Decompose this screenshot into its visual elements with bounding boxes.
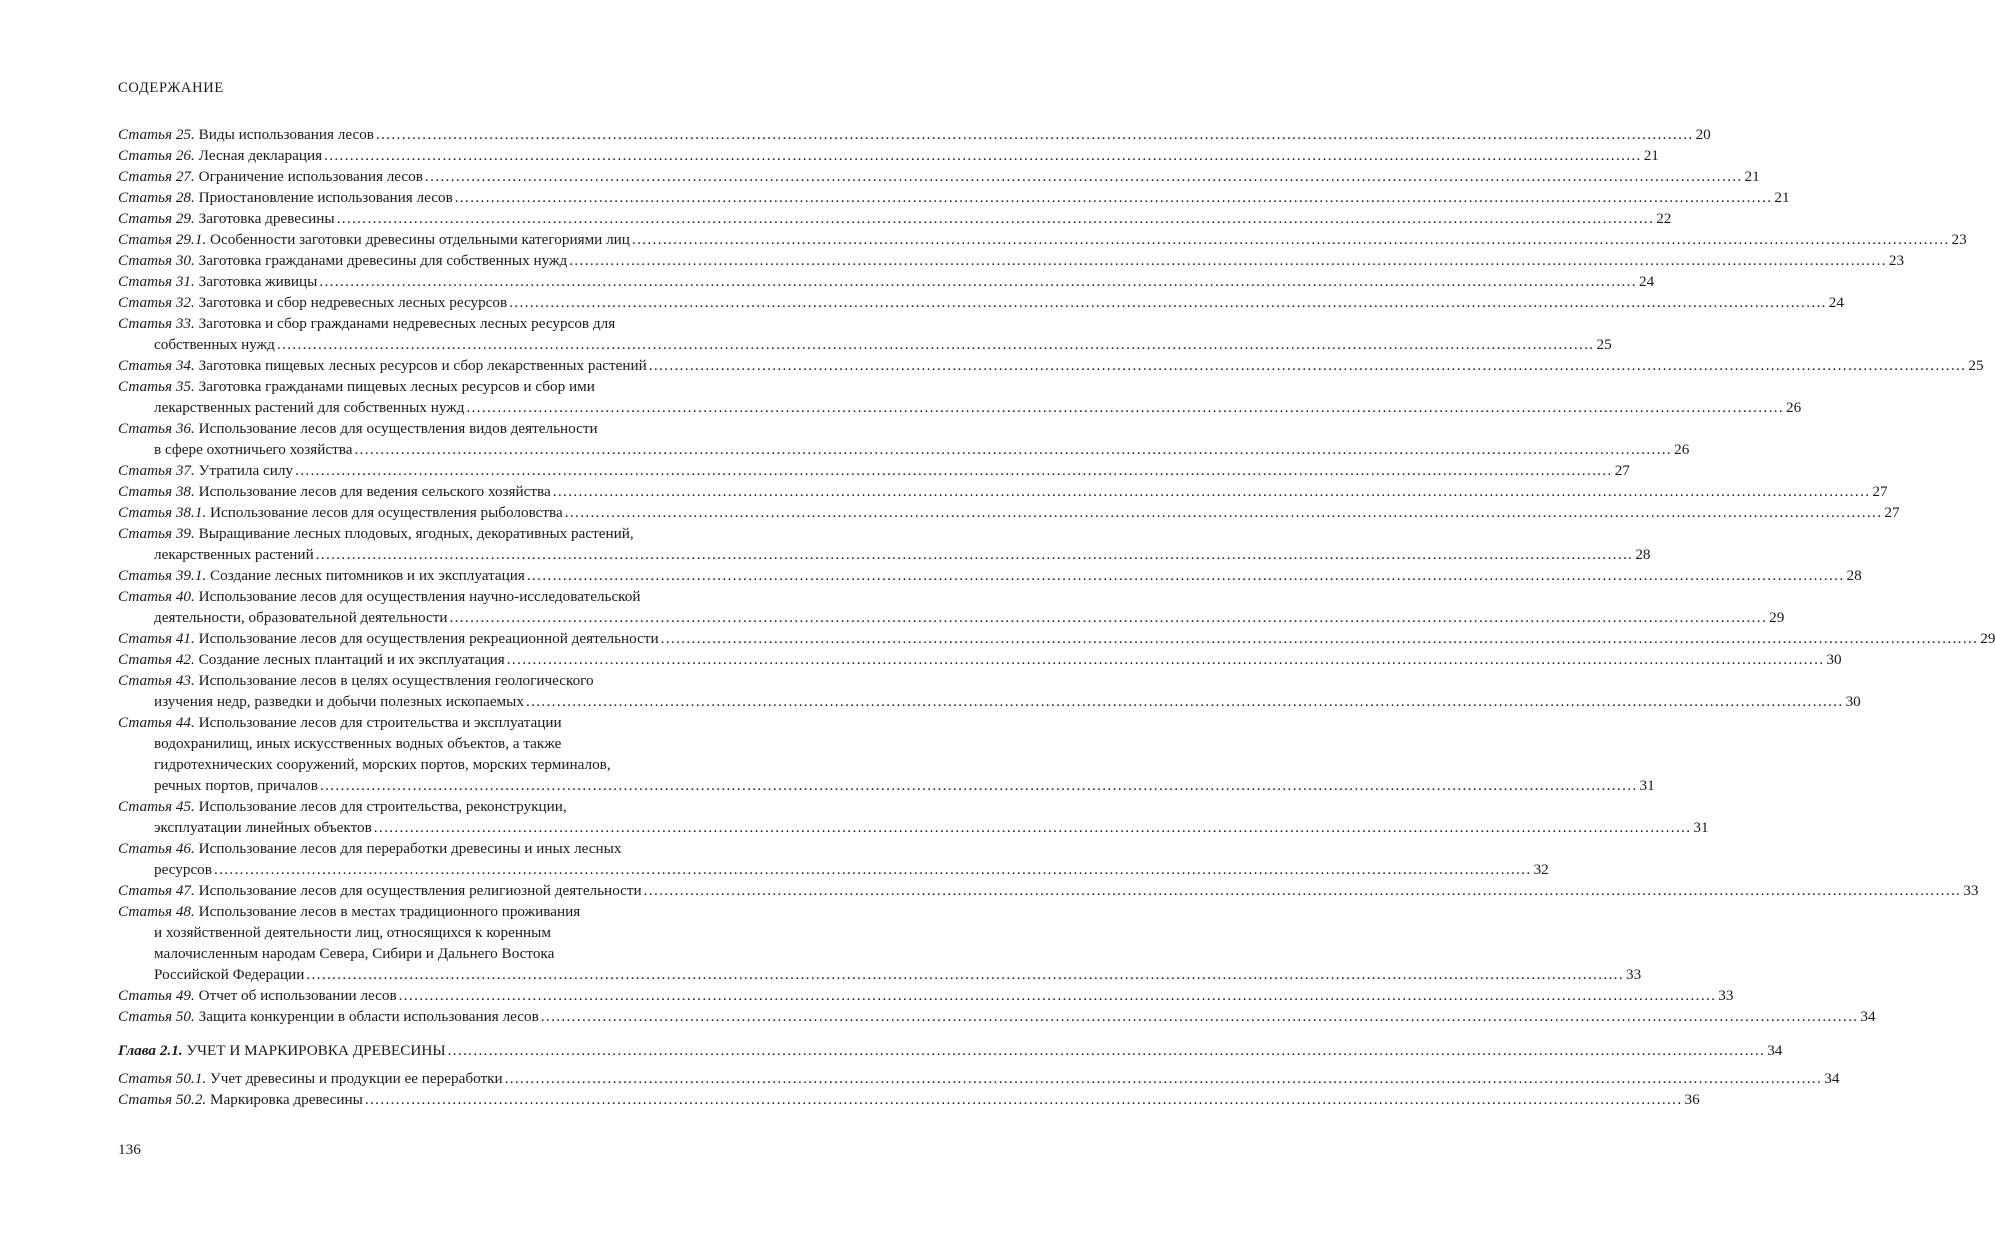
- toc-entry-text: [118, 1070, 503, 1087]
- dot-leader: [466, 399, 1784, 416]
- article-title: Лесная декларация: [198, 147, 323, 164]
- dot-leader: [399, 987, 1717, 1004]
- toc-page-number: 21: [1744, 168, 1760, 185]
- toc-entry: [118, 460, 1630, 481]
- toc-entry: [118, 1006, 1876, 1027]
- toc-entry-line: [118, 733, 767, 754]
- article-label: Статья 32.: [118, 294, 195, 311]
- toc-entry-text: [118, 147, 322, 164]
- dot-leader: [507, 651, 1825, 668]
- toc-entry-line: [118, 901, 767, 922]
- dot-leader: [376, 126, 1694, 143]
- article-label: Статья 38.: [118, 483, 195, 500]
- toc-entry-line: [118, 565, 1862, 586]
- toc-page-number: 28: [1635, 546, 1651, 563]
- toc-page-number: 27: [1614, 462, 1630, 479]
- toc-entry-line: [118, 439, 1690, 460]
- dot-leader: [365, 1091, 1683, 1108]
- toc-entry-line: [118, 985, 1734, 1006]
- article-title: эксплуатации линейных объектов: [154, 819, 372, 836]
- toc-entry-line: [118, 124, 1711, 145]
- toc-entry-line: [118, 544, 1651, 565]
- toc-entry: [118, 355, 1984, 376]
- chapter-line: [118, 1040, 1783, 1061]
- table-of-contents: [118, 124, 1995, 1110]
- toc-entry-line: [118, 481, 1888, 502]
- toc-entry-text: [154, 777, 318, 794]
- dot-leader: [541, 1008, 1859, 1025]
- article-title: Особенности заготовки древесины отдельными категориями лиц: [210, 231, 630, 248]
- dot-leader: [649, 357, 1967, 374]
- toc-page-number: 27: [1884, 504, 1900, 521]
- dot-leader: [526, 693, 1844, 710]
- toc-entry-text: [118, 1091, 363, 1108]
- toc-entry-line: [118, 838, 767, 859]
- toc-entry-text: [118, 504, 563, 521]
- toc-entry-line: [118, 1006, 1876, 1027]
- dot-leader: [277, 336, 1595, 353]
- article-label: Статья 39.: [118, 525, 195, 542]
- dot-leader: [632, 231, 1950, 248]
- toc-entry-text: [154, 735, 561, 752]
- dot-leader: [354, 441, 1672, 458]
- toc-page-number: 30: [1826, 651, 1842, 668]
- toc-page-number: 29: [1980, 630, 1995, 647]
- toc-entry-text: [118, 483, 551, 500]
- toc-entry-text: [118, 714, 562, 731]
- article-label: Статья 50.1.: [118, 1070, 207, 1087]
- toc-entry-text: [118, 567, 525, 584]
- article-label: Статья 25.: [118, 126, 195, 143]
- article-title: Ограничение использования лесов: [198, 168, 423, 185]
- article-label: Статья 41.: [118, 630, 195, 647]
- article-title: лекарственных растений: [154, 546, 314, 563]
- article-title: малочисленным народам Севера, Сибири и Дальнего Востока: [154, 945, 555, 962]
- toc-entry-line: [118, 1068, 1840, 1089]
- article-title: гидротехнических сооружений, морских портов, морских терминалов,: [154, 756, 611, 773]
- toc-entry-text: [118, 357, 647, 374]
- article-label: Статья 27.: [118, 168, 195, 185]
- toc-entry-text: [118, 168, 423, 185]
- toc-entry-line: [118, 313, 767, 334]
- article-title: собственных нужд: [154, 336, 275, 353]
- article-title: Использование лесов для осуществления видов деятельности: [198, 420, 598, 437]
- toc-entry-line: [118, 166, 1760, 187]
- toc-entry-line: [118, 943, 767, 964]
- article-label: Статья 29.1.: [118, 231, 207, 248]
- toc-entry-text: [118, 987, 397, 1004]
- chapter-entries: [118, 1068, 1840, 1110]
- article-title: Маркировка древесины: [210, 1091, 363, 1108]
- toc-page-number: 27: [1872, 483, 1888, 500]
- toc-page-number: 30: [1845, 693, 1861, 710]
- dot-leader: [527, 567, 1845, 584]
- article-title: Заготовка и сбор недревесных лесных ресурсов: [198, 294, 508, 311]
- dot-leader: [553, 483, 1871, 500]
- dot-leader: [320, 777, 1638, 794]
- toc-entry: [118, 271, 1655, 292]
- toc-page-number: 34: [1824, 1070, 1840, 1087]
- toc-entry: [118, 208, 1672, 229]
- article-label: Статья 49.: [118, 987, 195, 1004]
- toc-entry-text: [118, 189, 453, 206]
- article-title: Заготовка живицы: [198, 273, 318, 290]
- toc-page-number: 20: [1695, 126, 1711, 143]
- toc-entry-line: [118, 754, 767, 775]
- article-title: Использование лесов для строительства и эксплуатации: [198, 714, 562, 731]
- toc-page-number: 34: [1860, 1008, 1876, 1025]
- toc-entry-text: [118, 525, 634, 542]
- article-label: Статья 50.: [118, 1008, 195, 1025]
- toc-entry: [118, 796, 1709, 838]
- dot-leader: [214, 861, 1532, 878]
- chapter-text: [118, 1040, 446, 1061]
- toc-entry-text: [118, 294, 507, 311]
- toc-entry: [118, 187, 1790, 208]
- dot-leader: [455, 189, 1773, 206]
- toc-entry: [118, 292, 1844, 313]
- article-title: Заготовка древесины: [198, 210, 335, 227]
- article-title: изучения недр, разведки и добычи полезных ископаемых: [154, 693, 524, 710]
- toc-entry-text: [118, 651, 505, 668]
- toc-entry-text: [118, 210, 335, 227]
- article-label: Статья 40.: [118, 588, 195, 605]
- article-title: и хозяйственной деятельности лиц, относящихся к коренным: [154, 924, 551, 941]
- article-label: Статья 29.: [118, 210, 195, 227]
- toc-entry-text: [154, 546, 314, 563]
- article-label: Статья 43.: [118, 672, 195, 689]
- article-title: деятельности, образовательной деятельности: [154, 609, 448, 626]
- chapter-title: УЧЕТ И МАРКИРОВКА ДРЕВЕСИНЫ: [186, 1042, 446, 1059]
- dot-leader: [295, 462, 1613, 479]
- toc-entry: [118, 229, 1967, 250]
- running-head: СОДЕРЖАНИЕ: [118, 80, 224, 96]
- article-label: Статья 42.: [118, 651, 195, 668]
- dot-leader: [505, 1070, 1823, 1087]
- toc-entry: [118, 502, 1900, 523]
- dot-leader: [644, 882, 1962, 899]
- article-title: Приостановление использования лесов: [198, 189, 453, 206]
- toc-entry-text: [154, 924, 551, 941]
- article-title: Использование лесов для осуществления рекреационной деятельности: [198, 630, 659, 647]
- article-label: Статья 38.1.: [118, 504, 207, 521]
- article-label: Статья 39.1.: [118, 567, 207, 584]
- article-label: Статья 36.: [118, 420, 195, 437]
- article-label: Статья 34.: [118, 357, 195, 374]
- article-label: Статья 35.: [118, 378, 195, 395]
- toc-entry-text: [118, 672, 594, 689]
- toc-entry: [118, 901, 1642, 985]
- toc-entry-line: [118, 355, 1984, 376]
- toc-entry-line: [118, 397, 1802, 418]
- article-title: Использование лесов для осуществления религиозной деятельности: [198, 882, 642, 899]
- article-title: Заготовка гражданами пищевых лесных ресурсов и сбор ими: [198, 378, 595, 395]
- toc-entry-line: [118, 607, 1785, 628]
- dot-leader: [306, 966, 1624, 983]
- article-label: Статья 50.2.: [118, 1091, 207, 1108]
- toc-entry: [118, 670, 1861, 712]
- dot-leader: [450, 609, 1768, 626]
- toc-entry: [118, 628, 1995, 649]
- toc-entry-text: [154, 945, 554, 962]
- toc-entry-text: [154, 609, 448, 626]
- toc-page-number: 23: [1951, 231, 1967, 248]
- article-title: Использование лесов для осуществления научно-исследовательской: [198, 588, 641, 605]
- dot-leader: [448, 1040, 1766, 1061]
- toc-entry: [118, 649, 1842, 670]
- toc-entry-text: [118, 420, 598, 437]
- article-title: ресурсов: [154, 861, 212, 878]
- article-title: Заготовка гражданами древесины для собственных нужд: [198, 252, 568, 269]
- toc-entry-line: [118, 586, 767, 607]
- toc-page-number: 33: [1718, 987, 1734, 1004]
- toc-entry-line: [118, 502, 1900, 523]
- article-title: Использование лесов для переработки древесины и иных лесных: [198, 840, 622, 857]
- toc-page-number: 23: [1888, 252, 1905, 269]
- article-title: Российской Федерации: [154, 966, 305, 983]
- article-title: Использование лесов для ведения сельского хозяйства: [198, 483, 551, 500]
- toc-page-number: 26: [1674, 441, 1690, 458]
- toc-entry-text: [118, 231, 630, 248]
- toc-entry-line: [118, 712, 767, 733]
- toc-entry-line: [118, 1089, 1700, 1110]
- article-title: речных портов, причалов: [154, 777, 318, 794]
- article-title: Виды использования лесов: [198, 126, 374, 143]
- article-title: Использование лесов для осуществления рыболовства: [210, 504, 563, 521]
- toc-entry: [118, 880, 1979, 901]
- dot-leader: [509, 294, 1827, 311]
- toc-entry-line: [118, 145, 1659, 166]
- toc-entry-line: [118, 271, 1655, 292]
- article-title: Использование лесов в местах традиционного проживания: [198, 903, 581, 920]
- chapter-label: Глава 2.1.: [118, 1042, 183, 1059]
- dot-leader: [661, 630, 1979, 647]
- article-title: Создание лесных питомников и их эксплуатация: [210, 567, 525, 584]
- toc-entry: [118, 145, 1659, 166]
- toc-page-number: 24: [1638, 273, 1655, 290]
- toc-page-number: 25: [1596, 336, 1612, 353]
- article-title: в сфере охотничьего хозяйства: [154, 441, 353, 458]
- article-title: Защита конкуренции в области использования лесов: [198, 1008, 539, 1025]
- toc-entry: [118, 124, 1711, 145]
- article-title: Учет древесины и продукции ее переработки: [210, 1070, 503, 1087]
- toc-page-number: 29: [1769, 609, 1785, 626]
- toc-entry-line: [118, 187, 1790, 208]
- dot-leader: [374, 819, 1692, 836]
- dot-leader: [337, 210, 1655, 227]
- toc-entry-line: [118, 859, 1549, 880]
- article-label: Статья 28.: [118, 189, 195, 206]
- toc-page-number: 28: [1846, 567, 1862, 584]
- article-title: Отчет об использовании лесов: [198, 987, 397, 1004]
- toc-entry-text: [118, 315, 615, 332]
- toc-page-number: 21: [1774, 189, 1790, 206]
- article-title: Заготовка и сбор гражданами недревесных лесных ресурсов для: [198, 315, 616, 332]
- toc-entry-line: [118, 460, 1630, 481]
- toc-entry-text: [154, 336, 275, 353]
- toc-entry-line: [118, 628, 1995, 649]
- toc-entry-line: [118, 292, 1844, 313]
- toc-entry: [118, 418, 1690, 460]
- article-label: Статья 48.: [118, 903, 195, 920]
- toc-page-number: 24: [1828, 294, 1844, 311]
- toc-entry-text: [118, 630, 659, 647]
- article-title: Создание лесных плантаций и их эксплуатация: [198, 651, 505, 668]
- article-label: Статья 46.: [118, 840, 195, 857]
- toc-entry-text: [118, 462, 293, 479]
- article-label: Статья 47.: [118, 882, 195, 899]
- toc-page-number: 31: [1693, 819, 1709, 836]
- toc-entry: [118, 523, 1651, 565]
- toc-entry-text: [118, 882, 642, 899]
- toc-entry: [118, 586, 1785, 628]
- dot-leader: [319, 273, 1637, 290]
- toc-page-number: 33: [1963, 882, 1979, 899]
- toc-page-number: 22: [1656, 210, 1672, 227]
- toc-entry-line: [118, 796, 767, 817]
- toc-entries: [118, 124, 1995, 1027]
- toc-entry-text: [154, 441, 352, 458]
- toc-entry: [118, 1068, 1840, 1089]
- toc-entry-text: [118, 588, 641, 605]
- article-label: Статья 30.: [118, 252, 195, 269]
- toc-entry-text: [118, 126, 374, 143]
- toc-entry-line: [118, 334, 1612, 355]
- toc-entry-line: [118, 964, 1642, 985]
- toc-entry-text: [154, 756, 611, 773]
- toc-entry-line: [118, 418, 767, 439]
- article-label: Статья 44.: [118, 714, 195, 731]
- dot-leader: [316, 546, 1634, 563]
- toc-entry: [118, 250, 1905, 271]
- article-label: Статья 31.: [118, 273, 195, 290]
- toc-entry-line: [118, 775, 1655, 796]
- page-number: 136: [118, 1141, 141, 1158]
- toc-entry-text: [154, 966, 304, 983]
- dot-leader: [324, 147, 1642, 164]
- article-title: Использование лесов для строительства, реконструкции,: [198, 798, 567, 815]
- dot-leader: [565, 504, 1883, 521]
- toc-entry-text: [118, 903, 580, 920]
- article-label: Статья 37.: [118, 462, 195, 479]
- toc-entry: [118, 1089, 1700, 1110]
- toc-entry-line: [118, 670, 767, 691]
- toc-entry-line: [118, 649, 1842, 670]
- toc-entry: [118, 565, 1862, 586]
- toc-entry-line: [118, 250, 1905, 271]
- toc-entry-text: [154, 819, 372, 836]
- toc-entry: [118, 838, 1549, 880]
- article-title: водохранилищ, иных искусственных водных объектов, а также: [154, 735, 562, 752]
- toc-entry-line: [118, 691, 1861, 712]
- toc-page-number: 26: [1786, 399, 1802, 416]
- toc-entry: [118, 376, 1802, 418]
- toc-entry-text: [154, 399, 464, 416]
- toc-entry-line: [118, 922, 767, 943]
- toc-page-number: 33: [1625, 966, 1642, 983]
- toc-page-number: 21: [1643, 147, 1659, 164]
- toc-entry-text: [118, 840, 621, 857]
- article-title: Заготовка пищевых лесных ресурсов и сбор лекарственных растений: [198, 357, 647, 374]
- article-label: Статья 45.: [118, 798, 195, 815]
- toc-entry-text: [118, 273, 317, 290]
- toc-entry-text: [118, 1008, 539, 1025]
- toc-entry-text: [118, 378, 595, 395]
- article-label: Статья 33.: [118, 315, 195, 332]
- article-title: Выращивание лесных плодовых, ягодных, декоративных растений,: [198, 525, 634, 542]
- toc-entry-line: [118, 376, 767, 397]
- toc-entry-text: [154, 693, 524, 710]
- toc-page-number: 36: [1684, 1091, 1700, 1108]
- toc-entry-line: [118, 880, 1979, 901]
- toc-entry-line: [118, 817, 1709, 838]
- toc-entry-text: [118, 252, 567, 269]
- chapter-heading: [118, 1040, 1783, 1061]
- toc-page-number: 31: [1639, 777, 1655, 794]
- toc-entry: [118, 712, 1655, 796]
- toc-entry-line: [118, 208, 1672, 229]
- chapter-page-number: 34: [1767, 1042, 1783, 1059]
- toc-entry: [118, 985, 1734, 1006]
- toc-entry-line: [118, 523, 767, 544]
- toc-entry-text: [154, 861, 212, 878]
- article-label: Статья 26.: [118, 147, 195, 164]
- toc-entry: [118, 481, 1888, 502]
- toc-page-number: 25: [1968, 357, 1984, 374]
- dot-leader: [569, 252, 1887, 269]
- article-title: лекарственных растений для собственных нужд: [154, 399, 465, 416]
- dot-leader: [425, 168, 1743, 185]
- toc-page-number: 32: [1533, 861, 1549, 878]
- toc-entry-line: [118, 229, 1967, 250]
- toc-entry-text: [118, 798, 567, 815]
- toc-entry: [118, 313, 1612, 355]
- toc-entry: [118, 166, 1760, 187]
- article-title: Использование лесов в целях осуществления геологического: [198, 672, 594, 689]
- article-title: Утратила силу: [198, 462, 294, 479]
